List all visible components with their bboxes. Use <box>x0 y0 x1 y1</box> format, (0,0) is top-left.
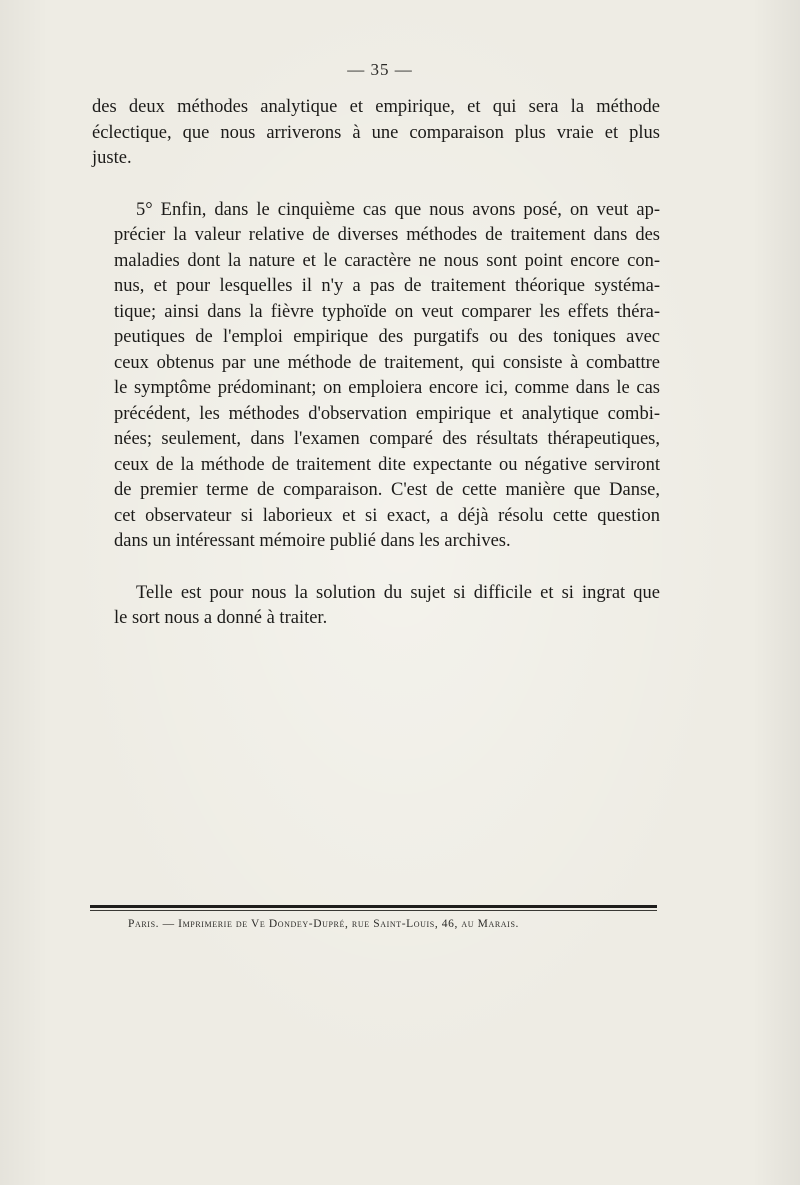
text-line: le sort nous a donné à traiter. <box>114 608 328 628</box>
paragraph-2 <box>92 198 660 555</box>
text-line: dans un intéressant mémoire publié dans les archives. <box>114 531 511 551</box>
text-line: précédent, les méthodes d'observation empirique et analytique combi- <box>114 403 660 424</box>
text-line: peutiques de l'emploi empirique des purgatifs ou des toniques avec <box>114 327 660 347</box>
text-line: des deux méthodes analytique et empirique, et qui sera la méthode <box>92 97 660 117</box>
page-number: — 35 — <box>347 60 413 79</box>
text-line: de premier terme de comparaison. C'est de cette manière que Danse, <box>114 480 660 500</box>
text-line: cet observateur si laborieux et si exact, a déjà résolu cette question <box>114 505 660 526</box>
paragraph-3 <box>92 581 660 632</box>
text-line: ceux obtenus par une méthode de traitement, qui consiste à combattre <box>114 352 660 373</box>
paragraph-1 <box>92 95 660 172</box>
printer-imprint: Paris. — Imprimerie de Ve Dondey-Dupré, rue Saint-Louis, 46, au Marais. <box>128 918 519 930</box>
footer-rule-thin <box>90 910 657 911</box>
body-text <box>92 95 660 632</box>
paragraph-gap <box>92 555 660 581</box>
text-line: le symptôme prédominant; on emploiera encore ici, comme dans le cas <box>114 378 660 398</box>
text-line: tique; ainsi dans la fièvre typhoïde on veut comparer les effets théra- <box>114 301 660 322</box>
text-line: 5° Enfin, dans le cinquième cas que nous avons posé, on veut ap- <box>136 199 660 220</box>
text-line: juste. <box>92 148 132 168</box>
paragraph-gap <box>92 172 660 198</box>
text-line: nées; seulement, dans l'examen comparé des résultats thérapeutiques, <box>114 429 660 449</box>
text-line: nus, et pour lesquelles il n'y a pas de traitement théorique systéma- <box>114 276 660 296</box>
text-line: maladies dont la nature et le caractère ne nous sont point encore con- <box>114 250 660 271</box>
text-line: ceux de la méthode de traitement dite expectante ou négative serviront <box>114 454 660 475</box>
text-line: précier la valeur relative de diverses méthodes de traitement dans des <box>114 225 660 245</box>
text-line: éclectique, que nous arriverons à une comparaison plus vraie et plus <box>92 122 660 143</box>
footer-rule-thick <box>90 905 657 908</box>
text-line: Telle est pour nous la solution du sujet si difficile et si ingrat que <box>136 582 660 603</box>
